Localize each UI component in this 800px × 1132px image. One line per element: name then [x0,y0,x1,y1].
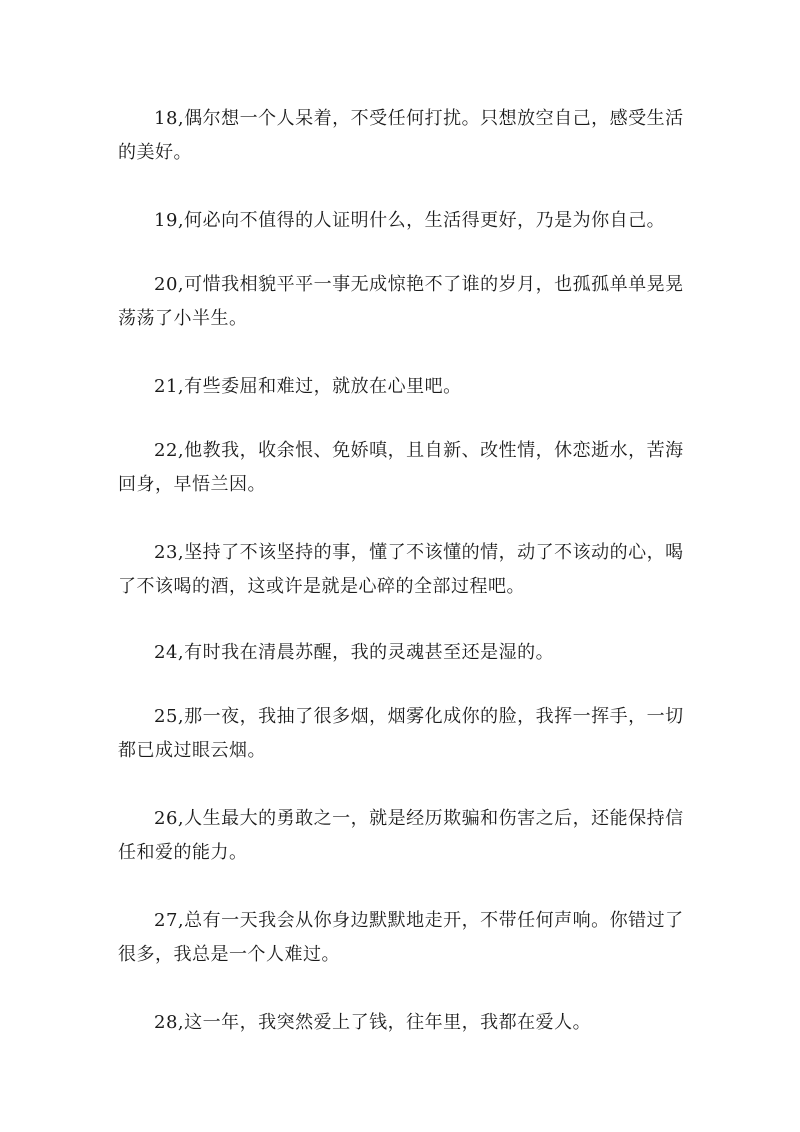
paragraph-25: 25,那一夜，我抽了很多烟，烟雾化成你的脸，我挥一挥手，一切都已成过眼云烟。 [118,706,684,761]
paragraph-22: 22,他教我，收余恨、免娇嗔，且自新、改性情，休恋逝水，苦海回身，早悟兰因。 [118,440,684,495]
paragraph-19: 19,何必向不值得的人证明什么，生活得更好，乃是为你自己。 [154,210,666,231]
paragraph-23: 23,坚持了不该坚持的事，懂了不该懂的情，动了不该动的心，喝了不该喝的酒，这或许是就是心碎的全部过程吧。 [118,542,684,597]
paragraph-20: 20,可惜我相貌平平一事无成惊艳不了谁的岁月，也孤孤单单晃晃荡荡了小半生。 [118,274,684,329]
paragraph-27: 27,总有一天我会从你身边默默地走开，不带任何声响。你错过了很多，我总是一个人难过。 [118,910,684,965]
paragraph-21: 21,有些委屈和难过，就放在心里吧。 [154,376,462,397]
paragraph-28: 28,这一年，我突然爱上了钱，往年里，我都在爱人。 [154,1012,592,1033]
paragraph-26: 26,人生最大的勇敢之一，就是经历欺骗和伤害之后，还能保持信任和爱的能力。 [118,808,684,863]
paragraph-18: 18,偶尔想一个人呆着，不受任何打扰。只想放空自己，感受生活的美好。 [118,108,684,163]
paragraph-24: 24,有时我在清晨苏醒，我的灵魂甚至还是湿的。 [154,642,555,663]
